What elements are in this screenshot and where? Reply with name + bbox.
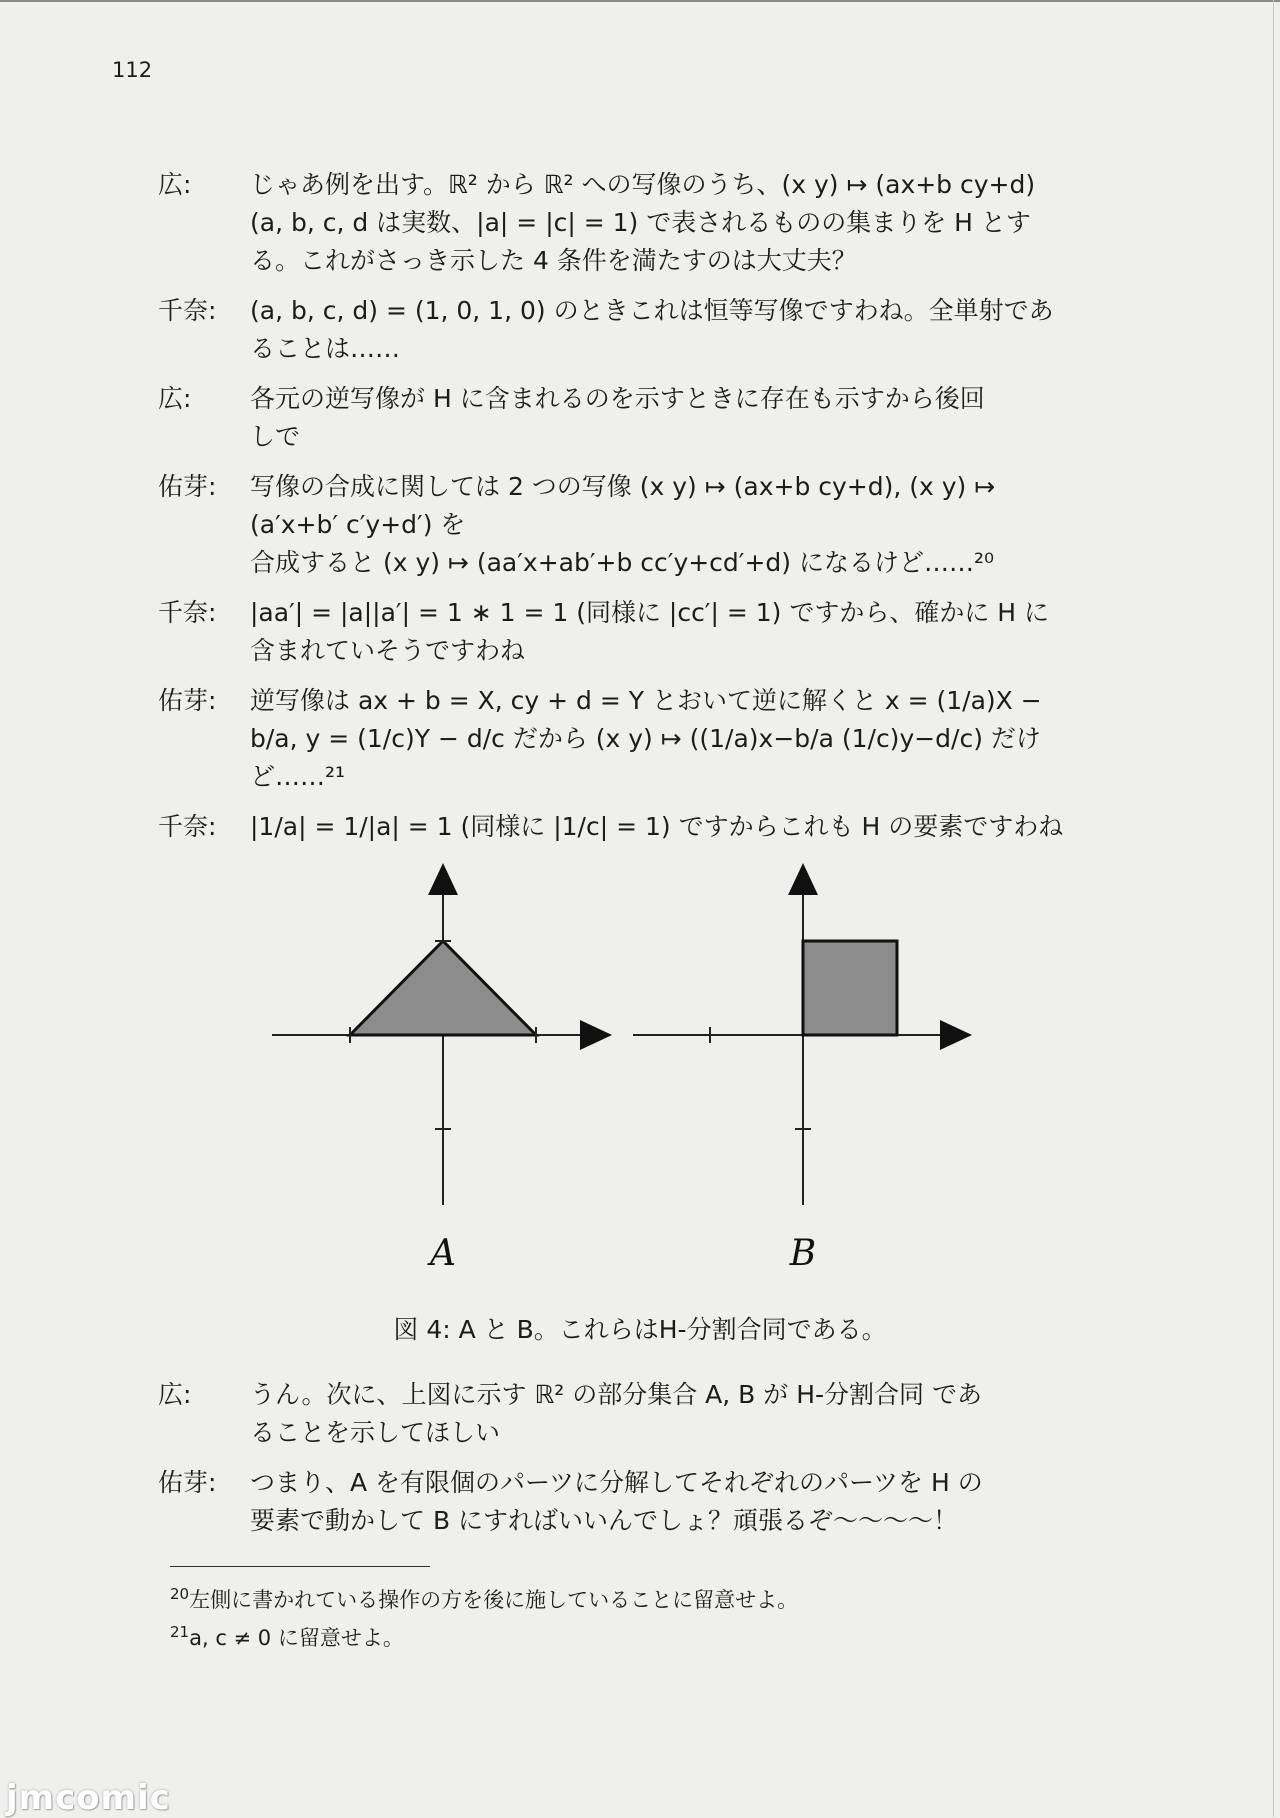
- dialogue-line: (a, b, c, d) = (1, 0, 1, 0) のときこれは恒等写像ですわね。全単射であ: [250, 296, 1054, 325]
- footnote-number: 20: [170, 1585, 190, 1603]
- dialogue-text: [250, 1464, 1088, 1540]
- panel-a: [272, 863, 612, 1274]
- dialogue-line: つまり、A を有限個のパーツに分解してそれぞれのパーツを H の: [250, 1468, 983, 1497]
- footnote-divider: [170, 1566, 430, 1567]
- dialogue-entry: [158, 380, 1088, 456]
- watermark-logo: jmcomic: [6, 1778, 171, 1818]
- dialogue-text: [250, 682, 1088, 796]
- dialogue-line: る。これがさっき示した 4 条件を満たすのは大丈夫？: [250, 246, 857, 275]
- figure-diagram: [260, 855, 1000, 1295]
- page-edge-right: [1273, 0, 1274, 1817]
- dialogue-section-2: [158, 1376, 1088, 1552]
- page-number: 112: [112, 58, 153, 82]
- footnote-text: a, c ≠ 0 に留意せよ。: [189, 1626, 404, 1650]
- dialogue-line: |aa′| = |a||a′| = 1 ∗ 1 = 1 (同様に |cc′| = 1) ですから、確かに H に: [250, 598, 1050, 627]
- dialogue-entry: [158, 682, 1088, 796]
- figure-caption: 図 4: A と B。これらはH-分割合同である。: [393, 1315, 887, 1344]
- dialogue-section: [158, 166, 1088, 858]
- speaker-label: 千奈:: [158, 296, 217, 325]
- y-arrow-a: [428, 863, 458, 895]
- page-edge-top: [0, 0, 1280, 2]
- dialogue-line: 写像の合成に関しては 2 つの写像 (x y) ↦ (ax+b cy+d), (x y) ↦ (a′x+b′ c′y+d′) を: [250, 472, 996, 539]
- dialogue-entry: [158, 1376, 1088, 1452]
- dialogue-line: ることは……: [250, 334, 401, 363]
- x-arrow-b: [940, 1020, 972, 1050]
- speaker-label: 千奈:: [158, 598, 217, 627]
- dialogue-line: うん。次に、上図に示す ℝ² の部分集合 A, B が H-分割合同 であ: [250, 1380, 982, 1409]
- speaker-label: 佑芽:: [158, 1468, 217, 1497]
- y-arrow-b: [788, 863, 818, 895]
- dialogue-line: (a, b, c, d は実数、|a| = |c| = 1) で表されるものの集まりを H とす: [250, 208, 1031, 237]
- dialogue-line: 各元の逆写像が H に含まれるのを示すときに存在も示すから後回: [250, 384, 985, 413]
- figure-4: [260, 855, 1000, 1295]
- dialogue-entry: [158, 808, 1088, 846]
- speaker-label: 千奈:: [158, 812, 217, 841]
- speaker-label: 広:: [158, 384, 192, 413]
- footnote-number: 21: [170, 1623, 190, 1641]
- dialogue-line: 含まれていそうですわね: [250, 636, 526, 665]
- dialogue-text: [250, 594, 1088, 670]
- footnote: [170, 1616, 798, 1654]
- square-b: [803, 941, 897, 1035]
- dialogue-text: [250, 292, 1088, 368]
- speaker-label: 佑芽:: [158, 686, 217, 715]
- dialogue-entry: [158, 1464, 1088, 1540]
- label-a: A: [430, 1233, 456, 1274]
- dialogue-line: ることを示してほしい: [250, 1418, 501, 1447]
- footnote: [170, 1578, 798, 1616]
- dialogue-line: 逆写像は ax + b = X, cy + d = Y とおいて逆に解くと x = (1/a)X −: [250, 686, 1042, 715]
- dialogue-text: [250, 380, 1088, 456]
- label-b: B: [789, 1233, 817, 1274]
- dialogue-entry: [158, 468, 1088, 582]
- dialogue-line: 合成すると (x y) ↦ (aa′x+ab′+b cc′y+cd′+d) になるけど……²⁰: [250, 548, 995, 577]
- panel-b: [633, 863, 972, 1274]
- dialogue-entry: [158, 594, 1088, 670]
- triangle-a: [350, 941, 536, 1035]
- dialogue-line: 要素で動かして B にすればいいんでしょ？頑張るぞ〜〜〜〜！: [250, 1506, 959, 1535]
- x-arrow-a: [580, 1020, 612, 1050]
- dialogue-entry: [158, 292, 1088, 368]
- dialogue-text: [250, 1376, 1088, 1452]
- speaker-label: 佑芽:: [158, 472, 217, 501]
- footnotes: [170, 1578, 798, 1654]
- dialogue-entry: [158, 166, 1088, 280]
- dialogue-line: b/a, y = (1/c)Y − d/c だから (x y) ↦ ((1/a)x−b/a (1/c)y−d/c) だけど……²¹: [250, 724, 1041, 791]
- dialogue-line: じゃあ例を出す。ℝ² から ℝ² への写像のうち、(x y) ↦ (ax+b cy+d): [250, 170, 1036, 199]
- dialogue-line: |1/a| = 1/|a| = 1 (同様に |1/c| = 1) ですからこれも H の要素ですわね: [250, 812, 1064, 841]
- dialogue-text: [250, 166, 1088, 280]
- speaker-label: 広:: [158, 1380, 192, 1409]
- dialogue-text: [250, 808, 1088, 846]
- dialogue-line: しで: [250, 422, 301, 451]
- dialogue-text: [250, 468, 1088, 582]
- footnote-text: 左側に書かれている操作の方を後に施していることに留意せよ。: [189, 1588, 799, 1612]
- speaker-label: 広:: [158, 170, 192, 199]
